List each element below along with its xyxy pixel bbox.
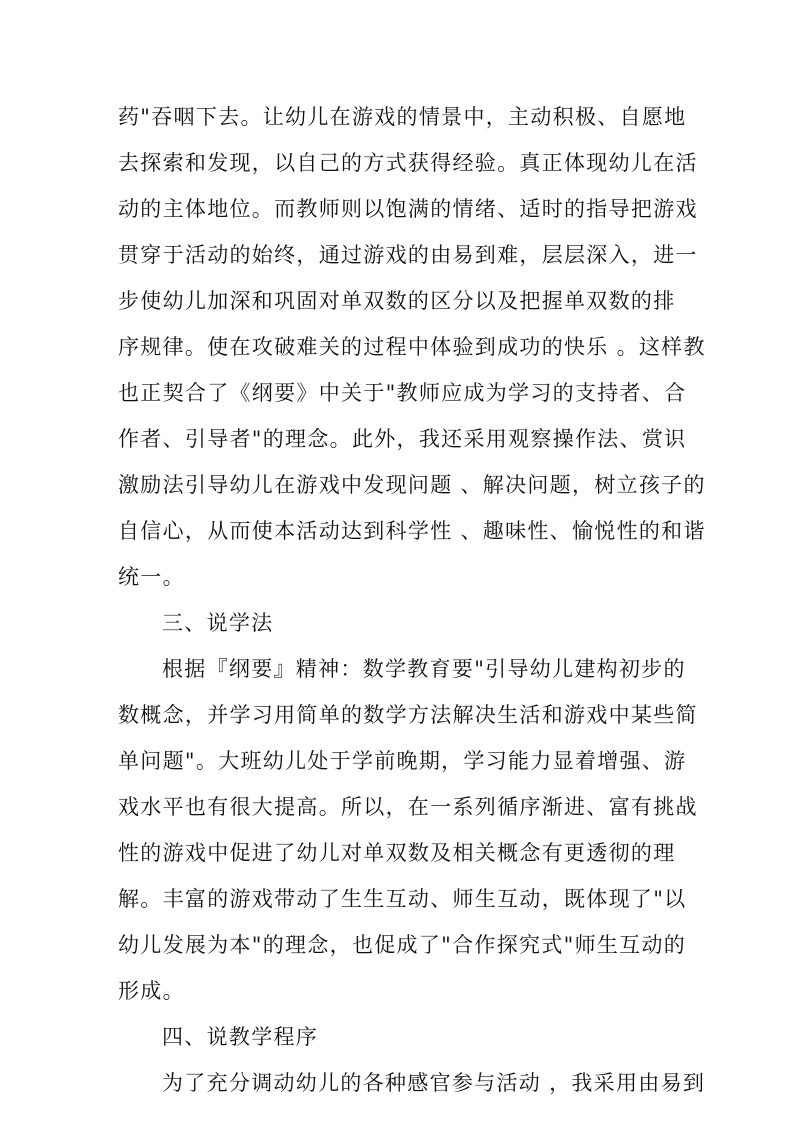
- paragraph-line: 形成。: [118, 979, 185, 1003]
- paragraph-line: 统一。: [118, 565, 185, 589]
- document-body: [118, 94, 706, 1106]
- paragraph-line: 自信心，从而使本活动达到科学性 、趣味性、愉悦性的和谐: [118, 519, 706, 543]
- paragraph-line: 动的主体地位。而教师则以饱满的情绪、适时的指导把游戏: [118, 197, 698, 221]
- paragraph-line: 作者、引导者"的理念。此外，我还采用观察操作法、赏识: [118, 427, 687, 451]
- paragraph-line: 激励法引导幼儿在游戏中发现问题 、解决问题，树立孩子的: [118, 473, 706, 497]
- paragraph-line: 性的游戏中促进了幼儿对单双数及相关概念有更透彻的理: [118, 841, 676, 865]
- paragraph-line: 步使幼儿加深和巩固对单双数的区分以及把握单双数的排: [118, 289, 676, 313]
- paragraph-line: 也正契合了《纲要》中关于"教师应成为学习的支持者、合: [118, 381, 687, 405]
- paragraph-line: 药"吞咽下去。让幼儿在游戏的情景中，主动积极、自愿地: [118, 105, 687, 129]
- paragraph-line: 戏水平也有很大提高。所以，在一系列循序渐进、富有挑战: [118, 795, 698, 819]
- paragraph-line: 数概念，并学习用简单的数学方法解决生活和游戏中某些简: [118, 703, 698, 727]
- paragraph-line: 根据『纲要』精神：数学教育要"引导幼儿建构初步的: [162, 657, 686, 681]
- paragraph-line: 单问题"。大班幼儿处于学前晚期，学习能力显着增强、游: [118, 749, 687, 773]
- paragraph-line: 贯穿于活动的始终，通过游戏的由易到难，层层深入，进一: [118, 243, 698, 267]
- paragraph-line: 序规律。使在攻破难关的过程中体验到成功的快乐 。这样教: [118, 335, 706, 359]
- paragraph-line: 幼儿发展为本"的理念，也促成了"合作探究式"师生互动的: [118, 933, 687, 957]
- section-heading: 三、说学法: [162, 611, 274, 635]
- paragraph-line: 解。丰富的游戏带动了生生互动、师生互动，既体现了"以: [118, 887, 687, 911]
- section-heading: 四、说教学程序: [162, 1025, 319, 1049]
- paragraph-line: 为了充分调动幼儿的各种感官参与活动 ，我采用由易到: [162, 1071, 706, 1095]
- paragraph-line: 去探索和发现，以自己的方式获得经验。真正体现幼儿在活: [118, 151, 698, 175]
